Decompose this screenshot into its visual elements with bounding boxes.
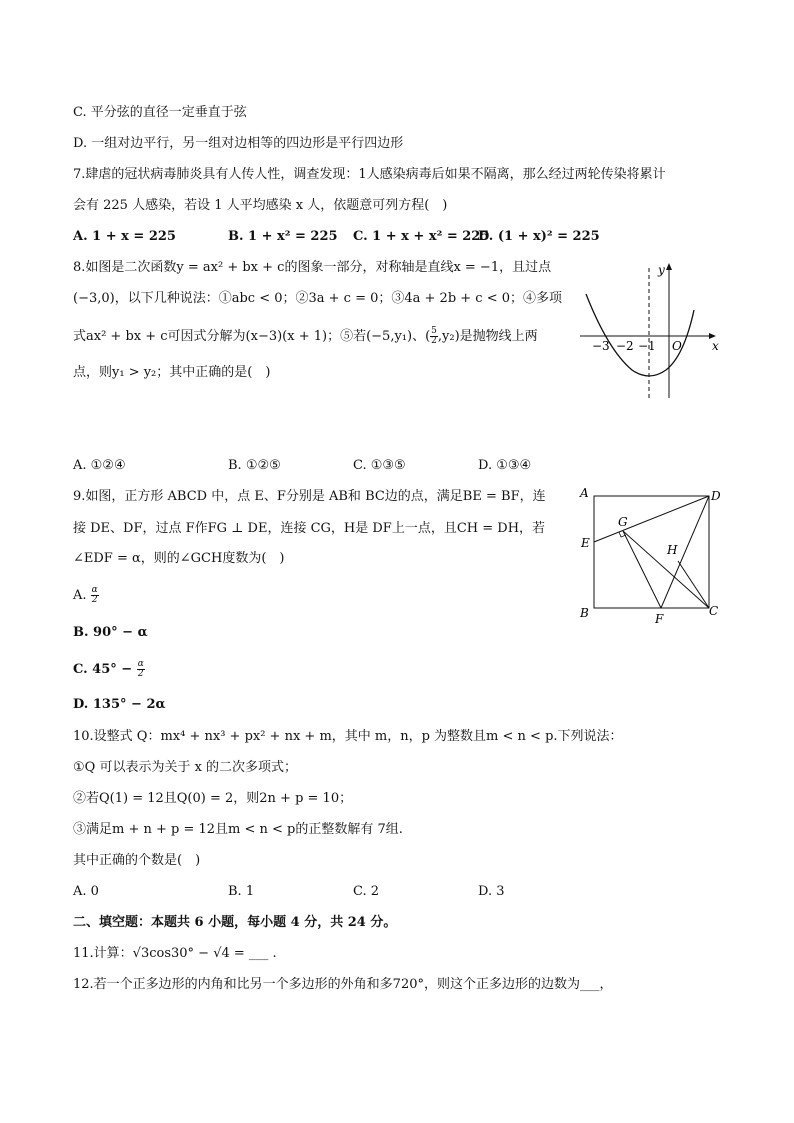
- point-c-label: C: [709, 604, 719, 618]
- q8-line2: (−3,0)，以下几种说法：①abc < 0；②3a + c = 0；③4a + 2b + c < 0；④多项: [73, 291, 563, 306]
- q10-statement-1: ①Q 可以表示为关于 x 的二次多项式；: [73, 760, 298, 775]
- point-f-label: F: [655, 612, 664, 626]
- q7-option-c: C. 1 + x + x² = 225: [353, 229, 490, 244]
- fraction-alpha-2: $\frac{\alpha}{2}$: [91, 585, 98, 605]
- q10-option-b: B. 1: [228, 884, 255, 899]
- tick-label-neg1: −1: [638, 339, 656, 353]
- x-axis-label: x: [712, 339, 719, 353]
- point-g-label: G: [618, 515, 628, 529]
- q8-option-a: A. ①②④: [73, 458, 126, 473]
- option-c-line: C. 平分弦的直径一定垂直于弦: [73, 105, 247, 120]
- q9-line3: ∠EDF = α，则的∠GCH度数为( ): [73, 551, 285, 566]
- q8-line4: 点，则y₁ > y₂；其中正确的是( ): [73, 365, 271, 380]
- q12-line: 12.若一个正多边形的内角和比另一个多边形的外角和多720°，则这个正多边形的边数为___，: [73, 977, 613, 992]
- q9-line1: 9.如图，正方形 ABCD 中，点 E、F分别是 AB和 BC边的点，满足BE = BF，连: [73, 489, 546, 504]
- section-heading: 二、填空题：本题共 6 小题，每小题 4 分，共 24 分。: [73, 915, 397, 930]
- q7-option-a: A. 1 + x = 225: [73, 229, 176, 244]
- tick-label-neg2: −2: [616, 339, 634, 353]
- q10-option-c: C. 2: [353, 884, 380, 899]
- point-e-label: E: [581, 536, 590, 550]
- q8-option-b: B. ①②⑤: [228, 458, 281, 473]
- y-axis-label: y: [658, 263, 665, 277]
- point-d-label: D: [711, 489, 721, 503]
- q10-option-d: D. 3: [478, 884, 505, 899]
- q7-line1: 7.肆虐的冠状病毒肺炎具有人传人性，调查发现：1人感染病毒后如果不隔离，那么经过两轮传染将累计: [73, 167, 666, 182]
- q7-line2: 会有 225 人感染，若设 1 人平均感染 x 人，依题意可列方程( ): [73, 198, 448, 213]
- q8-line3-tail: ,y₂)是抛物线上两: [437, 329, 538, 344]
- square-figure: [575, 484, 725, 626]
- q10-statement-2: ②若Q(1) = 12且Q(0) = 2，则2n + p = 10；: [73, 791, 353, 806]
- fraction-5-2: $\frac{5}{2}$: [431, 326, 437, 346]
- q9-line2: 接 DE、DF，过点 F作FG ⊥ DE，连接 CG，H是 DF上一点，且CH = DH，若: [73, 521, 546, 536]
- q9-option-d: D. 135° − 2α: [73, 697, 166, 712]
- point-h-label: H: [667, 543, 678, 557]
- parabola-figure: [580, 258, 730, 400]
- origin-label: O: [672, 339, 682, 353]
- q8-option-c: C. ①③⑤: [353, 458, 406, 473]
- q11-line: 11.计算：√3cos30° − √4 = ___ .: [73, 946, 277, 961]
- point-a-label: A: [580, 486, 589, 500]
- tick-label-neg3: −3: [592, 339, 610, 353]
- q9-option-a: A. $\frac{\alpha}{2}$: [73, 585, 98, 605]
- q10-line1: 10.设整式 Q：mx⁴ + nx³ + px² + nx + m，其中 m，n，p 为整数且m < n < p.下列说法：: [73, 729, 623, 744]
- q10-question: 其中正确的个数是( ): [73, 853, 201, 868]
- q8-line3: [73, 327, 538, 346]
- q8-line3-text: 式ax² + bx + c可因式分解为(x−3)(x + 1)；⑤若(−5,y₁)、(: [73, 329, 431, 344]
- q7-option-b: B. 1 + x² = 225: [228, 229, 338, 244]
- q8-option-d: D. ①③④: [478, 458, 532, 473]
- option-d-line: D. 一组对边平行，另一组对边相等的四边形是平行四边形: [73, 136, 404, 151]
- q10-statement-3: ③满足m + n + p = 12且m < n < p的正整数解有 7组.: [73, 822, 403, 837]
- q9-option-c: C. 45° − $\frac{\alpha}{2}$: [73, 659, 144, 679]
- q7-option-d: D. (1 + x)² = 225: [478, 229, 600, 244]
- q8-line1: 8.如图是二次函数y = ax² + bx + c的图象一部分，对称轴是直线x = −1，且过点: [73, 260, 552, 275]
- q9-option-b: B. 90° − α: [73, 625, 148, 640]
- q10-option-a: A. 0: [73, 884, 99, 899]
- fraction-alpha-2: $\frac{\alpha}{2}$: [137, 659, 144, 679]
- point-b-label: B: [580, 606, 589, 620]
